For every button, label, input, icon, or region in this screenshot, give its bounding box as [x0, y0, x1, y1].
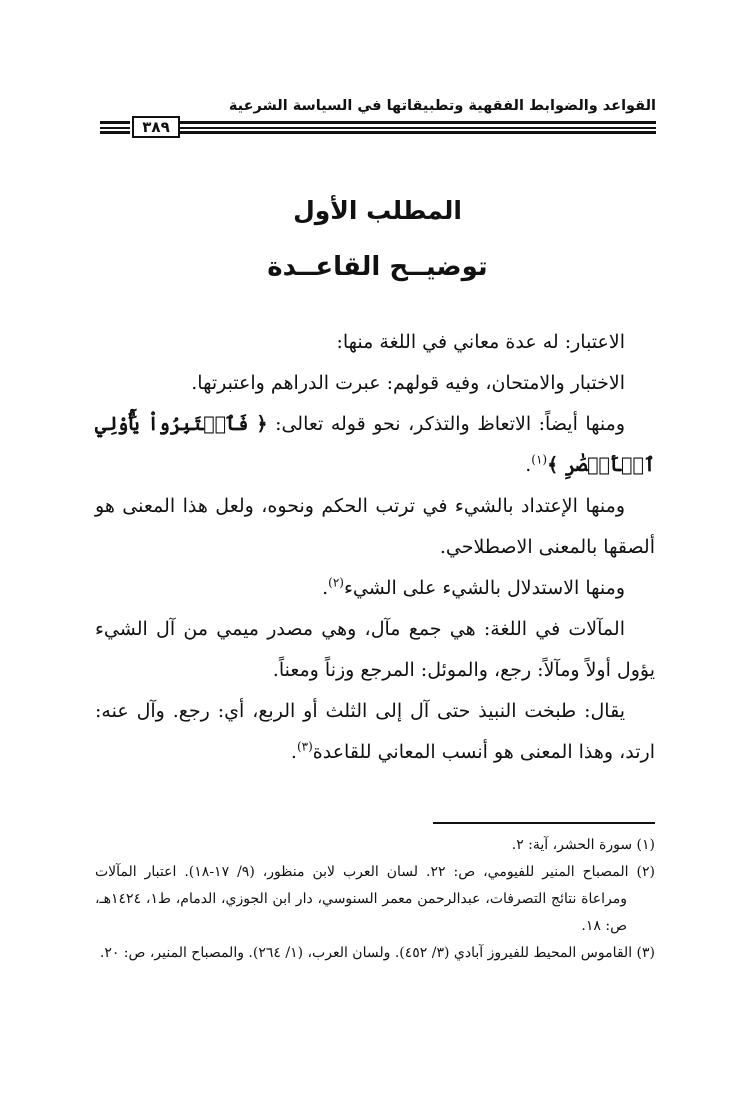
paragraph-1: الاعتبار: له عدة معاني في اللغة منها:	[336, 331, 625, 353]
footnote-2: (٢) المصباح المنير للفيومي، ص: ٢٢. لسان العرب لابن منظور، (٩/ ١٧-١٨). اعتبار المآلات ومراعاة نتائج التصرفات، عبدالرحمن معمر السنوسي، دار ابن الجوزي، الدمام، ط١، ١٤٢٤هـ، ص: ١٨.	[95, 864, 655, 934]
paragraph-6: المآلات في اللغة: هي جمع مآل، وهي مصدر ميمي من آل الشيء يؤول أولاً ومآلاً: رجع، والموئل: المرجع وزناً ومعناً.	[95, 618, 655, 681]
page-number: ٣٨٩	[132, 116, 180, 138]
paragraph-3-text: ومنها أيضاً: الاتعاظ والتذكر، نحو قوله تعالى:	[267, 413, 625, 435]
footnote-ref-2: (٢)	[328, 575, 344, 590]
paragraph-4: ومنها الإعتداد بالشيء في ترتب الحكم ونحوه، ولعل هذا المعنى هو ألصقها بالمعنى الاصطلاحي.	[95, 495, 655, 558]
footnotes	[95, 832, 655, 967]
running-header	[100, 98, 656, 144]
section-heading: المطلب الأول	[293, 196, 462, 225]
paragraph-5-text: ومنها الاستدلال بالشيء على الشيء	[343, 577, 625, 599]
paragraph-7	[95, 691, 655, 773]
footnote-separator	[433, 822, 655, 824]
paragraph-3-end: .	[525, 454, 532, 476]
footnote-ref-1: (١)	[531, 452, 548, 467]
body-text	[95, 322, 655, 773]
header-rule-left	[100, 120, 130, 134]
section-subheading: توضيــح القاعــدة	[267, 252, 488, 282]
quran-verse: ﴿ فَٱعۡتَبِرُواْ يَٰٓأُوْلِي ٱلۡأَبۡصَٰرِ ﴾	[95, 413, 655, 476]
header-title: القواعد والضوابط الفقهية وتطبيقاتها في السياسة الشرعية	[228, 98, 656, 114]
paragraph-7-text: يقال: طبخت النبيذ حتى آل إلى الثلث أو الربع، أي: رجع. وآل عنه: ارتد، وهذا المعنى هو أنسب المعاني للقاعدة	[95, 700, 655, 763]
paragraph-2: الاختبار والامتحان، وفيه قولهم: عبرت الدراهم واعتبرتها.	[191, 372, 625, 394]
header-rule	[180, 120, 656, 134]
paragraph-3	[95, 404, 655, 486]
footnote-3: (٣) القاموس المحيط للفيروز آبادي (٣/ ٤٥٢). ولسان العرب، (١/ ٢٦٤). والمصباح المنير، ص: ٢٠.	[99, 945, 655, 961]
paragraph-5-end: .	[322, 577, 329, 599]
paragraph-7-end: .	[290, 741, 297, 763]
footnote-1: (١) سورة الحشر، آية: ٢.	[511, 837, 655, 853]
footnote-ref-3: (٣)	[296, 739, 313, 754]
paragraph-5	[95, 568, 655, 609]
